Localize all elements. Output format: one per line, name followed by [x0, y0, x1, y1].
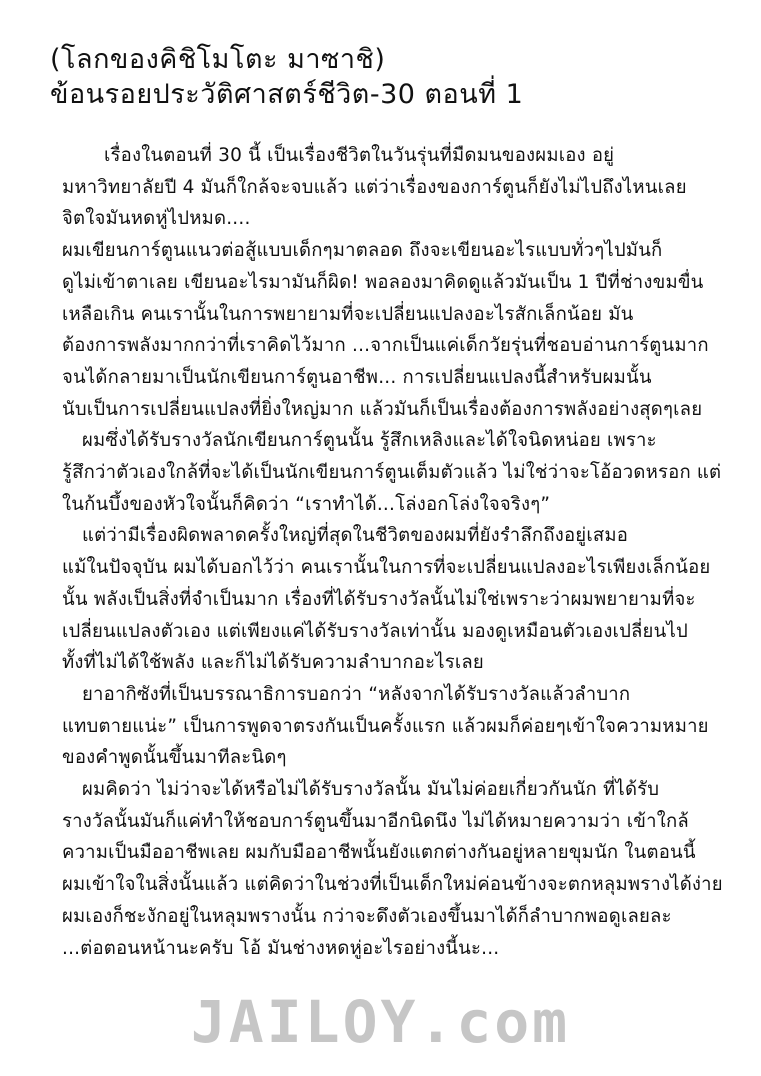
text-line: ผมเขียนการ์ตูนแนวต่อสู้แบบเด็กๆมาตลอด ถึงจะเขียนอะไรแบบทั่วๆไปมันก็: [62, 240, 663, 262]
text-line: นั้น พลังเป็นสิ่งที่จำเป็นมาก เรื่องที่ได้รับรางวัลนั้นไม่ใช่เพราะว่าผมพยายามที่จะ: [62, 588, 696, 610]
title-line-series: (โลกของคิชิโมโตะ มาซาชิ): [50, 44, 386, 75]
site-watermark: JAILOY.com: [190, 988, 571, 1056]
text-line: ...ต่อตอนหน้านะครับ โอ้ มันช่างหดหู่อะไรอย่างนี้นะ...: [62, 937, 500, 959]
text-line: แม้ในปัจจุบัน ผมได้บอกไว้ว่า คนเรานั้นในการที่จะเปลี่ยนแปลงอะไรเพียงเล็กน้อย: [62, 557, 711, 579]
text-line: ต้องการพลังมากกว่าที่เราคิดไว้มาก ...จากเป็นแค่เด็กวัยรุ่นที่ชอบอ่านการ์ตูนมาก: [62, 335, 709, 357]
text-line: ผมเข้าใจในสิ่งนั้นแล้ว แต่คิดว่าในช่วงที่เป็นเด็กใหม่ค่อนข้างจะตกหลุมพรางได้ง่าย: [62, 874, 723, 896]
paragraph-6: [62, 774, 742, 964]
text-line: ผมคิดว่า ไม่ว่าจะได้หรือไม่ได้รับรางวัลนั้น มันไม่ค่อยเกี่ยวกันนัก ที่ได้รับ: [82, 779, 660, 801]
text-line: จิตใจมันหดหู่ไปหมด....: [62, 208, 251, 230]
text-line: เรื่องในตอนที่ 30 นี้ เป็นเรื่องชีวิตในวันรุ่นที่มืดมนของผมเอง อยู่: [104, 145, 615, 166]
text-line: แทบตายแน่ะ” เป็นการพูดจาตรงกันเป็นครั้งแรก แล้วผมก็ค่อยๆเข้าใจความหมาย: [62, 715, 709, 737]
text-line: มหาวิทยาลัยปี 4 มันก็ใกล้จะจบแล้ว แต่ว่าเรื่องของการ์ตูนก็ยังไม่ไปถึงไหนเลย: [62, 176, 687, 198]
text-line: รู้สึกว่าตัวเองใกล้ที่จะได้เป็นนักเขียนการ์ตูนเต็มตัวแล้ว ไม่ใช่ว่าจะโอ้อวดหรอก แต่: [62, 462, 722, 484]
text-line: ของคำพูดนั้นขึ้นมาทีละนิดๆ: [62, 747, 287, 769]
page-title: [50, 42, 523, 112]
text-line: ดูไม่เข้าตาเลย เขียนอะไรมามันก็ผิด! พอลองมาคิดดูแล้วมันเป็น 1 ปีที่ช่างขมขื่น: [62, 271, 704, 293]
paragraph-4: [62, 520, 742, 679]
text-line: ในก้นบึ้งของหัวใจนั้นก็คิดว่า “เราทำได้...โล่งอกโล่งใจจริงๆ”: [62, 493, 551, 515]
text-line: จนได้กลายมาเป็นนักเขียนการ์ตูนอาชีพ... การเปลี่ยนแปลงนี้สำหรับผมนั้น: [62, 366, 652, 388]
title-line-episode: ข้อนรอยประวัติศาสตร์ชีวิต-30 ตอนที่ 1: [50, 79, 524, 110]
text-line: ยาอากิซังที่เป็นบรรณาธิการบอกว่า “หลังจากได้รับรางวัลแล้วลำบาก: [82, 683, 631, 705]
text-line: ทั้งที่ไม่ได้ใช้พลัง และก็ไม่ได้รับความลำบากอะไรเลย: [62, 652, 484, 674]
paragraph-5: [62, 679, 742, 774]
text-line: ผมซึ่งได้รับรางวัลนักเขียนการ์ตูนนั้น รู้สึกเหลิงและได้ใจนิดหน่อย เพราะ: [82, 430, 657, 452]
paragraph-1: [62, 140, 742, 235]
text-line: เปลี่ยนแปลงตัวเอง แต่เพียงแค่ได้รับรางวัลเท่านั้น มองดูเหมือนตัวเองเปลี่ยนไป: [62, 620, 688, 642]
text-line: แต่ว่ามีเรื่องผิดพลาดครั้งใหญ่ที่สุดในชีวิตของผมที่ยังรำลึกถึงอยู่เสมอ: [82, 525, 629, 547]
paragraph-2: [62, 235, 742, 425]
text-line: รางวัลนั้นมันก็แค่ทำให้ชอบการ์ตูนขึ้นมาอีกนิดนึง ไม่ได้หมายความว่า เข้าใกล้: [62, 810, 689, 832]
text-line: ความเป็นมืออาชีพเลย ผมกับมืออาชีพนั้นยังแตกต่างกันอยู่หลายขุมนัก ในตอนนี้: [62, 842, 696, 864]
text-line: นับเป็นการเปลี่ยนแปลงที่ยิ่งใหญ่มาก แล้วมันก็เป็นเรื่องต้องการพลังอย่างสุดๆเลย: [62, 398, 703, 420]
text-line: เหลือเกิน คนเรานั้นในการพยายามที่จะเปลี่ยนแปลงอะไรสักเล็กน้อย มัน: [62, 303, 634, 325]
paragraph-3: [62, 425, 742, 520]
article-body: [62, 140, 742, 964]
text-line: ผมเองก็ชะงักอยู่ในหลุมพรางนั้น กว่าจะดึงตัวเองขึ้นมาได้ก็ลำบากพอดูเลยละ: [62, 905, 672, 927]
